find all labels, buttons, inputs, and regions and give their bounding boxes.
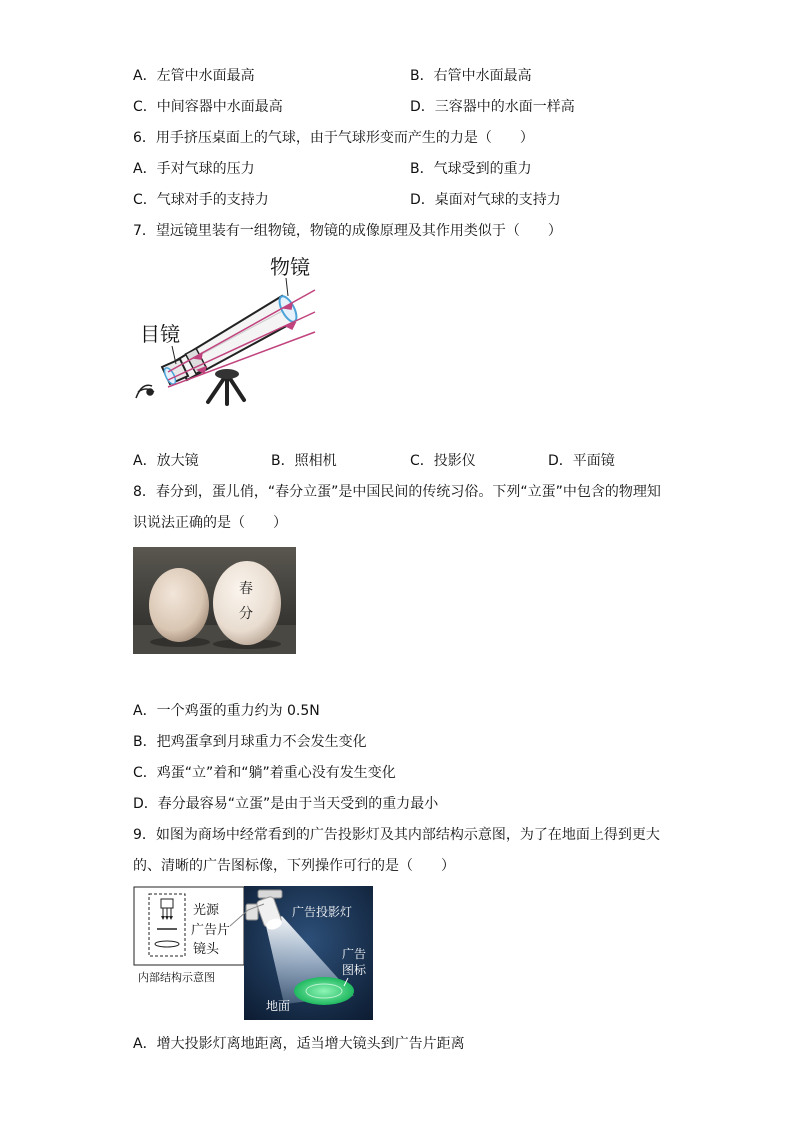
egg-right-icon — [213, 561, 281, 645]
q8-stem-line2: 识说法正确的是（ ） — [133, 515, 287, 531]
egg-left-icon — [149, 568, 209, 642]
ad-icon-spot — [294, 977, 354, 1005]
q8-option-b: B．把鸡蛋拿到月球重力不会发生变化 — [133, 734, 367, 750]
slide-label: 广告片 — [191, 923, 231, 938]
q7-option-b: B．照相机 — [271, 453, 337, 469]
light-source-label: 光源 — [193, 903, 220, 918]
q5-option-c: C．中间容器中水面最高 — [133, 99, 283, 115]
q5-option-a: A．左管中水面最高 — [133, 68, 255, 84]
objective-label: 物镜 — [270, 255, 310, 279]
q7-option-c: C．投影仪 — [410, 453, 476, 469]
telescope-figure — [132, 252, 324, 408]
q5-option-d: D．三容器中的水面一样高 — [410, 99, 575, 115]
q8-option-c: C．鸡蛋“立”着和“躺”着重心没有发生变化 — [133, 765, 396, 781]
internal-structure-caption: 内部结构示意图 — [138, 971, 215, 984]
q7-option-d: D．平面镜 — [548, 453, 615, 469]
lens-label: 镜头 — [193, 942, 220, 957]
q9-option-a: A．增大投影灯离地距离，适当增大镜头到广告片距离 — [133, 1036, 465, 1052]
q6-stem: 6．用手挤压桌面上的气球，由于气球形变而产生的力是（ ） — [133, 130, 534, 146]
eye-icon — [136, 385, 154, 398]
q7-stem: 7．望远镜里装有一组物镜，物镜的成像原理及其作用类似于（ ） — [133, 223, 562, 239]
q6-option-a: A．手对气球的压力 — [133, 161, 255, 177]
ad-icon-label-line2: 图标 — [342, 963, 367, 977]
q8-stem-line1: 8．春分到，蛋儿俏，“春分立蛋”是中国民间的传统习俗。下列“立蛋”中包含的物理知 — [133, 484, 661, 500]
eggs-photo — [133, 547, 296, 654]
q9-stem-line1: 9．如图为商场中经常看到的广告投影灯及其内部结构示意图，为了在地面上得到更大 — [133, 827, 660, 843]
projector-label: 广告投影灯 — [292, 905, 353, 919]
q6-option-b: B．气球受到的重力 — [410, 161, 532, 177]
q7-option-a: A．放大镜 — [133, 453, 199, 469]
ad-icon-label-line1: 广告 — [342, 947, 367, 961]
q9-stem-line2: 的、清晰的广告图标像，下列操作可行的是（ ） — [133, 858, 455, 874]
q6-option-c: C．气球对手的支持力 — [133, 192, 269, 208]
egg-char-1: 春 — [239, 581, 253, 597]
q6-option-d: D．桌面对气球的支持力 — [410, 192, 561, 208]
q5-option-b: B．右管中水面最高 — [410, 68, 532, 84]
callout-connector — [228, 900, 268, 930]
ground-label: 地面 — [266, 999, 291, 1013]
egg-char-2: 分 — [239, 606, 253, 622]
eyepiece-label: 目镜 — [140, 322, 180, 346]
q8-option-d: D．春分最容易“立蛋”是由于当天受到的重力最小 — [133, 796, 439, 812]
q8-option-a: A．一个鸡蛋的重力约为 0.5N — [133, 703, 320, 719]
